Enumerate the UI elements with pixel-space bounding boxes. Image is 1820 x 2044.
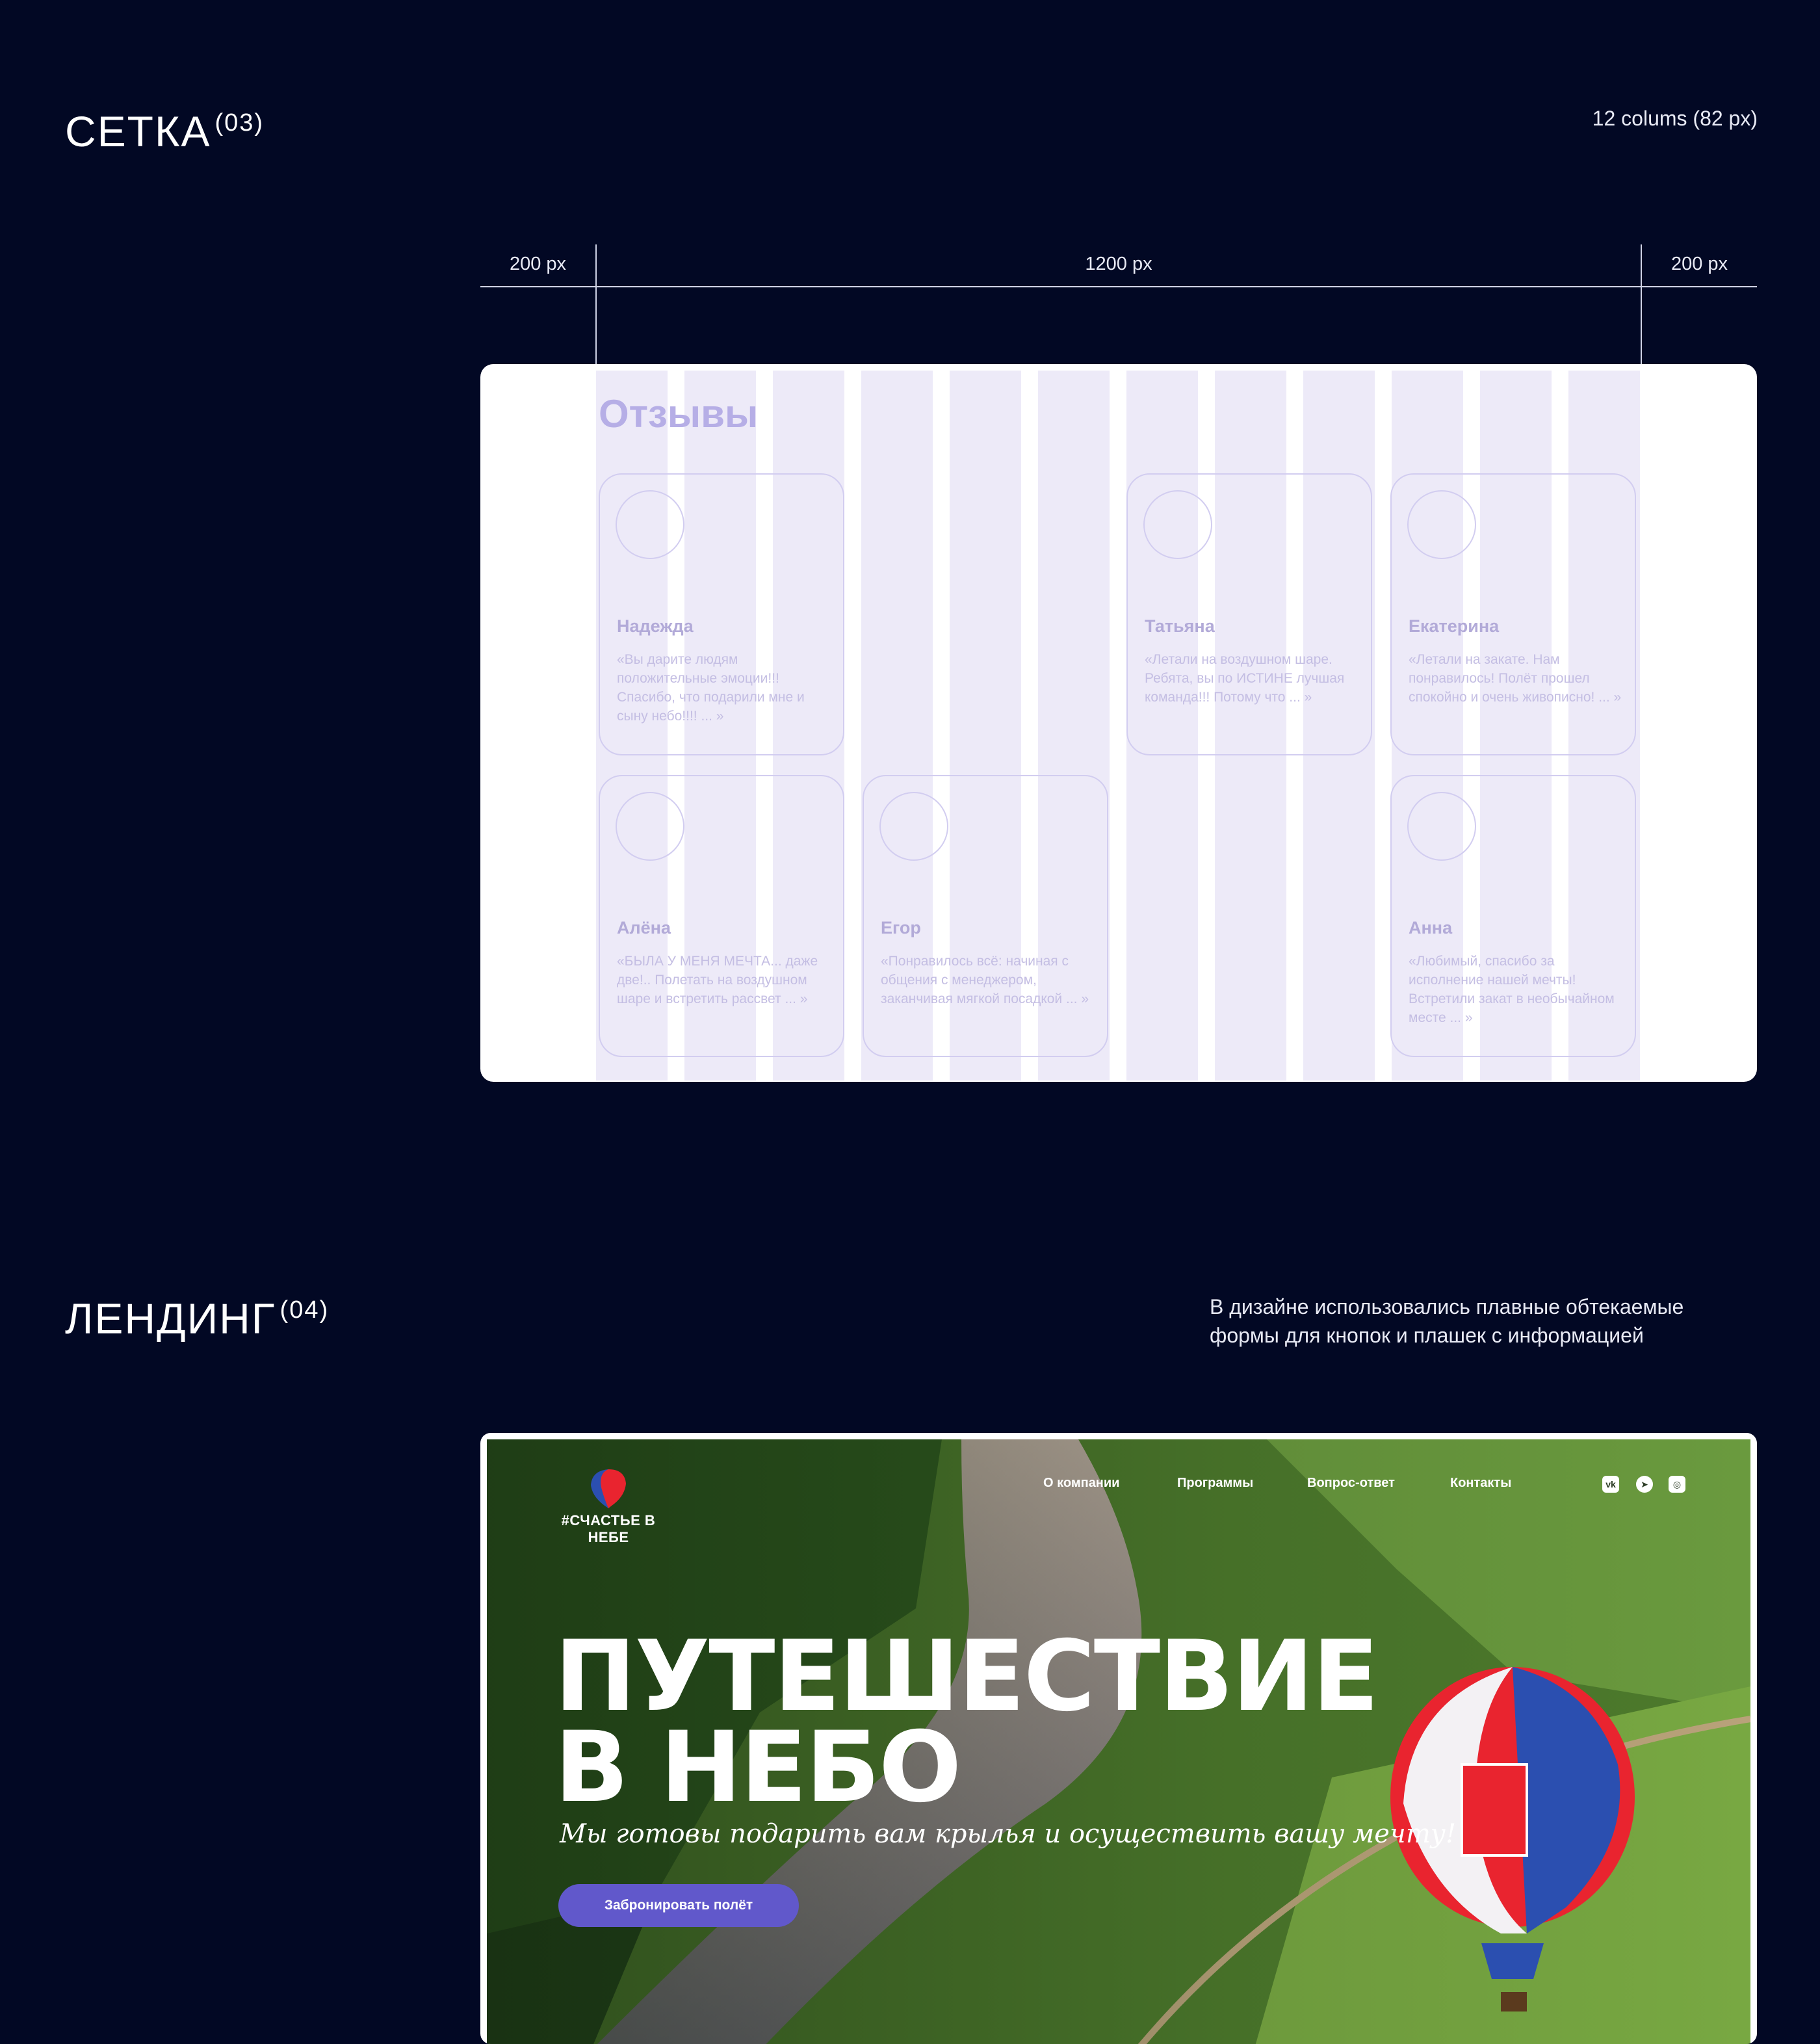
grid-preview-panel [480,364,1757,1082]
nav-item-faq[interactable]: Вопрос-ответ [1307,1476,1395,1490]
telegram-icon[interactable]: ➤ [1636,1476,1653,1493]
avatar [1407,490,1476,559]
avatar [879,792,948,861]
review-card [1390,775,1636,1057]
section-number: (04) [280,1296,330,1324]
hero-slogan: Мы готовы подарить вам крылья и осуществить вашу мечту! [560,1819,1457,1849]
dimension-baseline [480,286,1757,287]
hero-photo [487,1439,1750,2044]
dimension-label-right: 200 px [1670,254,1728,274]
review-card [1390,473,1636,755]
instagram-icon[interactable]: ◎ [1669,1476,1685,1493]
nav-item-about[interactable]: О компании [1043,1476,1120,1490]
reviewer-name: Надежда [617,616,694,636]
reviewer-name: Екатерина [1409,616,1500,636]
section-title-landing [65,1294,329,1343]
avatar [616,792,684,861]
reviews-title: Отзывы [599,392,759,436]
review-text: «Летали на воздушном шаре. Ребята, вы по ИСТИНЕ лучшая команда!!! Потому что ... » [1145,652,1345,705]
reviewer-name: Алёна [617,918,671,937]
landing-design-note [1210,1292,1762,1350]
grid-columns-note: 12 colums (82 px) [1592,107,1758,130]
reviewer-name: Анна [1409,918,1453,937]
hero-title-line-2: В НЕБО [554,1711,961,1824]
section-title-text: СЕТКА [65,107,211,155]
vk-icon[interactable]: vk [1602,1476,1619,1493]
landing-note-line: формы для кнопок и плашек с информацией [1210,1324,1644,1347]
section-title-grid [65,107,264,156]
review-text: «Вы дарите людям положительные эмоции!!! Спасибо, что подарили мне и сыну небо!!!! ... » [617,652,805,724]
nav-item-programs[interactable]: Программы [1177,1476,1254,1490]
avatar [1143,490,1212,559]
dimension-label-center: 1200 px [1085,254,1152,274]
review-text: «Понравилось всё: начиная с общения с менеджером, заканчивая мягкой посадкой ... » [881,954,1089,1006]
avatar [1407,792,1476,861]
avatar [616,490,684,559]
reviewer-name: Татьяна [1145,616,1215,636]
review-card [863,775,1108,1057]
brand-logo[interactable] [560,1465,657,1545]
nav-item-contacts[interactable]: Контакты [1450,1476,1512,1490]
section-title-text: ЛЕНДИНГ [65,1294,276,1343]
balloon-logo-icon [560,1465,657,1512]
review-card [599,775,844,1057]
logo-text: #СЧАСТЬЕ В НЕБЕ [561,1512,656,1545]
reviewer-name: Егор [881,918,921,937]
dimension-label-left: 200 px [509,254,567,274]
landing-note-line: В дизайне использовались плавные обтекаемые [1210,1295,1684,1318]
book-flight-button[interactable]: Забронировать полёт [558,1884,799,1927]
review-text: «Любимый, спасибо за исполнение нашей мечты! Встретили закат в необычайном месте ... » [1409,954,1615,1025]
landing-preview [480,1433,1757,2044]
hero-title-line-1: ПУТЕШЕСТВИЕ [554,1620,1378,1733]
review-text: «БЫЛА У МЕНЯ МЕЧТА... даже две!.. Полетать на воздушном шаре и встретить рассвет ... » [617,954,818,1006]
review-text: «Летали на закате. Нам понравилось! Полёт прошел спокойно и очень живописно! ... » [1409,652,1622,705]
review-card [599,473,844,755]
review-card [1126,473,1372,755]
section-number: (03) [214,109,265,137]
